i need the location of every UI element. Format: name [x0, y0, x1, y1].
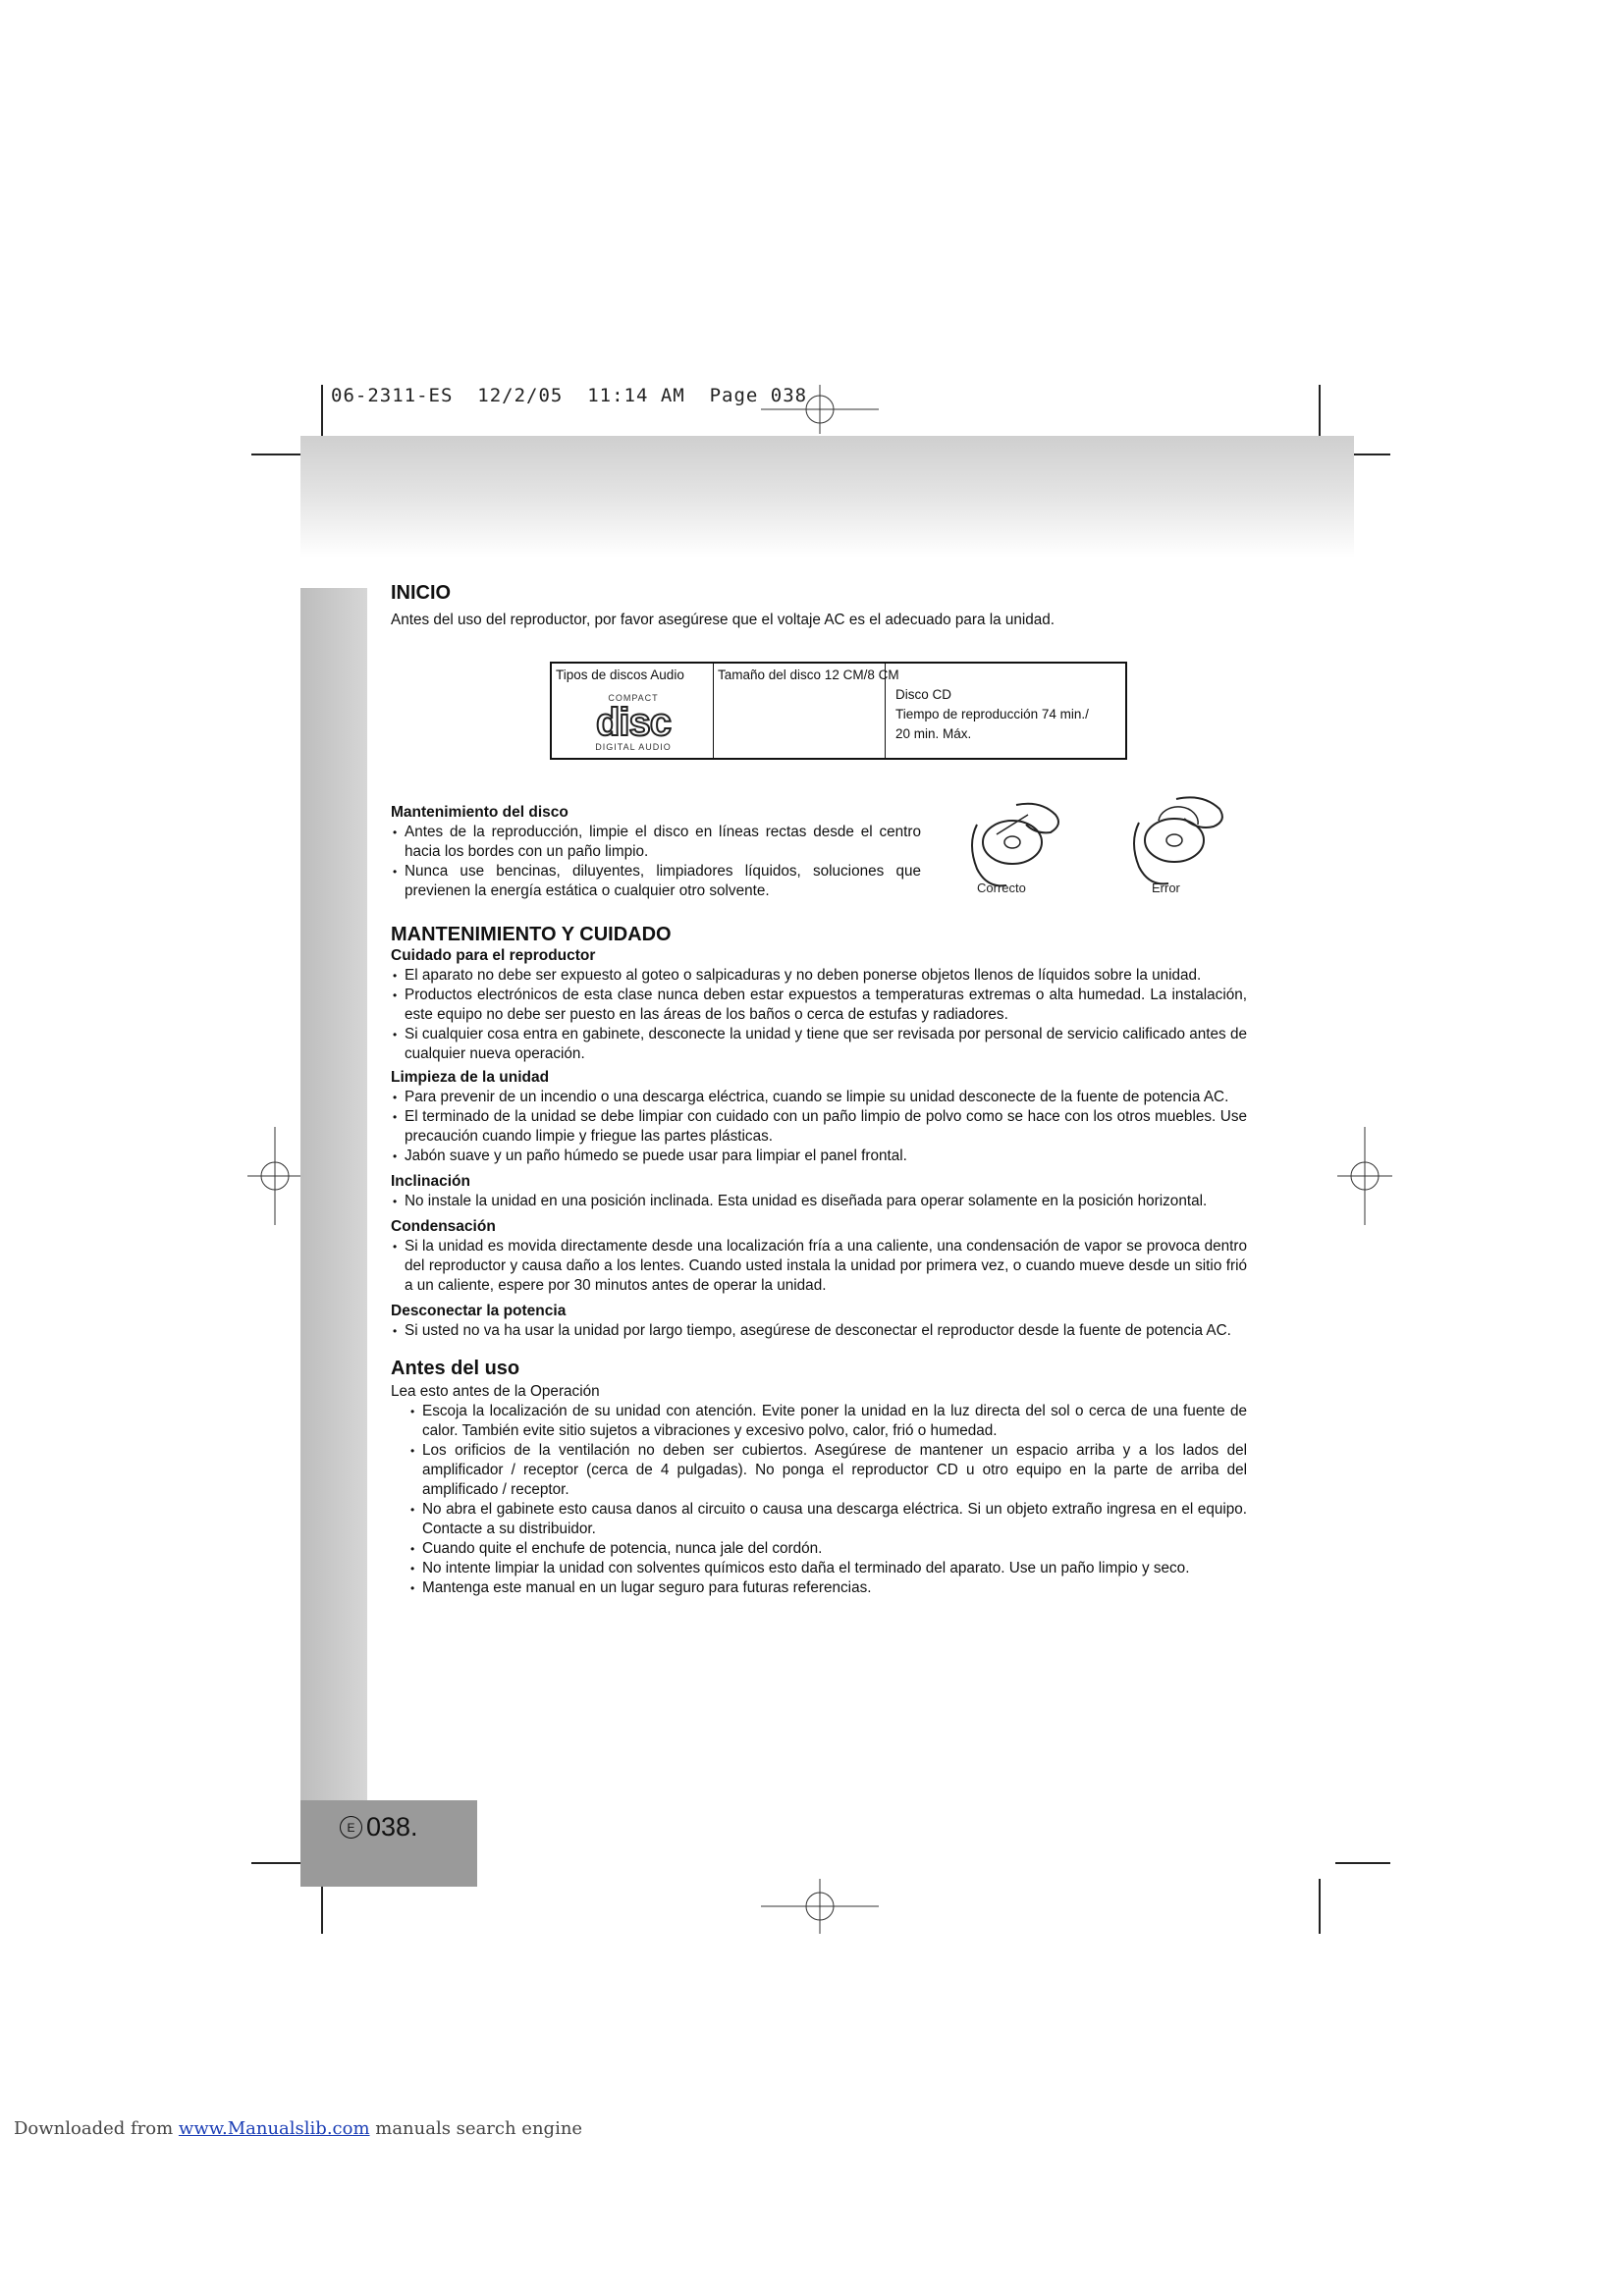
- condensacion-list: [391, 1237, 1247, 1296]
- antes-list: [408, 1402, 1247, 1598]
- disc-maintenance-title: Mantenimiento del disco: [391, 804, 568, 821]
- print-slug: 06-2311-ES 12/2/05 11:14 AM Page 038: [331, 385, 808, 406]
- figure-label-correct: Correcto: [977, 881, 1026, 895]
- list-item: • Si cualquier cosa entra en gabinete, desconecte la unidad y tiene que ser revisada por personal de servicio calificado antes de cualquier nueva operación.: [391, 1025, 1247, 1064]
- crop-mark: [1319, 1879, 1321, 1934]
- inclinacion-title: Inclinación: [391, 1173, 470, 1190]
- list-item: • Si la unidad es movida directamente desde una localización fría a una caliente, una condensación de vapor se provoca dentro del reproductor y causa daño a los lentes. Cuando usted instala la unidad por primera vez, o cuando mueve desde un sitio frió a un caliente, espere por 30 minutos antes de operar la unidad.: [391, 1237, 1247, 1296]
- download-footer: [14, 2118, 582, 2139]
- crop-mark: [251, 454, 306, 455]
- left-sidebar-band: [300, 588, 367, 1800]
- list-item: • El aparato no debe ser expuesto al goteo o salpicaduras y no deben ponerse objetos llenos de líquidos sobre la unidad.: [391, 966, 1247, 986]
- list-item: • Jabón suave y un paño húmedo se puede usar para limpiar el panel frontal.: [391, 1147, 1247, 1166]
- list-item: • Productos electrónicos de esta clase nunca deben estar expuestos a temperaturas extremas o alta humedad. La instalación, este equipo no debe ser puesto en las áreas de los baños o cerca de estufas y radiadores.: [391, 986, 1247, 1025]
- list-item: • Para prevenir de un incendio o una descarga eléctrica, cuando se limpie su unidad desconecte de la fuente de potencia AC.: [391, 1088, 1247, 1107]
- inclinacion-list: [391, 1192, 1247, 1211]
- list-item: • Cuando quite el enchufe de potencia, nunca jale del cordón.: [408, 1539, 1247, 1559]
- list-item: • No abra el gabinete esto causa danos al circuito o causa una descarga eléctrica. Si un objeto extraño ingresa en el equipo. Contacte a su distribuidor.: [408, 1500, 1247, 1539]
- table-cell-disc-cd: Disco CD: [895, 687, 952, 702]
- table-header-disc-type: Tipos de discos Audio: [556, 667, 684, 682]
- limpieza-title: Limpieza de la unidad: [391, 1069, 550, 1086]
- list-item: • Antes de la reproducción, limpie el disco en líneas rectas desde el centro hacia los bordes con un paño limpio.: [391, 823, 921, 862]
- crop-mark: [1335, 1862, 1390, 1864]
- section-title-inicio: INICIO: [391, 582, 452, 604]
- section-title-antes: Antes del uso: [391, 1358, 520, 1379]
- page-number-text: 038.: [366, 1812, 418, 1842]
- top-gradient-band: [300, 436, 1354, 558]
- table-cell-play-time: Tiempo de reproducción 74 min./: [895, 707, 1089, 721]
- list-item: • No intente limpiar la unidad con solventes químicos esto daña el terminado del aparato. Use un paño limpio y seco.: [408, 1559, 1247, 1578]
- crop-mark: [321, 1879, 323, 1934]
- compact-disc-logo: COMPACT disc DIGITAL AUDIO: [595, 693, 672, 752]
- list-item: • Los orificios de la ventilación no deben ser cubiertos. Asegúrese de mantener un espacio arriba y a los lados del amplificador / receptor (cerca de 4 pulgadas). No ponga el reproductor CD u otro equipo en la parte de arriba del amplificado / receptor.: [408, 1441, 1247, 1500]
- table-header-disc-size: Tamaño del disco 12 CM/8 CM: [718, 667, 899, 682]
- main-content: [391, 581, 1247, 1598]
- list-item: • No instale la unidad en una posición inclinada. Esta unidad es diseñada para operar solamente en la posición horizontal.: [391, 1192, 1247, 1211]
- registration-target-left: [247, 1127, 302, 1225]
- registration-target-bottom: [761, 1879, 879, 1934]
- inicio-text: Antes del uso del reproductor, por favor asegúrese que el voltaje AC es el adecuado para la unidad.: [391, 612, 1056, 628]
- list-item: • Si usted no va ha usar la unidad por largo tiempo, asegúrese de desconectar el reproductor desde la fuente de potencia AC.: [391, 1321, 1247, 1341]
- cuidado-title: Cuidado para el reproductor: [391, 947, 596, 964]
- desconectar-list: [391, 1321, 1247, 1341]
- disc-maintenance-list: [391, 823, 921, 901]
- crop-mark: [1319, 385, 1321, 440]
- condensacion-title: Condensación: [391, 1218, 496, 1235]
- page-number: [340, 1812, 418, 1842]
- list-item: • Escoja la localización de su unidad con atención. Evite poner la unidad en la luz directa del sol o cerca de una fuente de calor. También evite sitio sujetos a vibraciones y excesivo polvo, calor, frió o humedad.: [408, 1402, 1247, 1441]
- cuidado-list: [391, 966, 1247, 1064]
- crop-mark: [321, 385, 323, 440]
- figure-label-error: Error: [1152, 881, 1180, 895]
- list-item: • Nunca use bencinas, diluyentes, limpiadores líquidos, soluciones que previenen la energía estática o cualquier otro solvente.: [391, 862, 921, 901]
- list-item: • El terminado de la unidad se debe limpiar con cuidado con un paño limpio de polvo como se hace con los otros muebles. Use precaución cuando limpie y friegue las partes plásticas.: [391, 1107, 1247, 1147]
- table-cell-max-time: 20 min. Máx.: [895, 726, 972, 741]
- footer-prefix: Downloaded from: [14, 2118, 179, 2139]
- manualslib-link[interactable]: www.Manualslib.com: [178, 2118, 370, 2139]
- section-title-mantenimiento: MANTENIMIENTO Y CUIDADO: [391, 924, 672, 945]
- desconectar-title: Desconectar la potencia: [391, 1303, 567, 1319]
- footer-suffix: manuals search engine: [369, 2118, 583, 2139]
- limpieza-list: [391, 1088, 1247, 1166]
- language-marker: E: [340, 1816, 362, 1839]
- list-item: • Mantenga este manual en un lugar seguro para futuras referencias.: [408, 1578, 1247, 1598]
- antes-intro: Lea esto antes de la Operación: [391, 1383, 600, 1400]
- registration-target-right: [1337, 1127, 1392, 1225]
- crop-mark: [251, 1862, 306, 1864]
